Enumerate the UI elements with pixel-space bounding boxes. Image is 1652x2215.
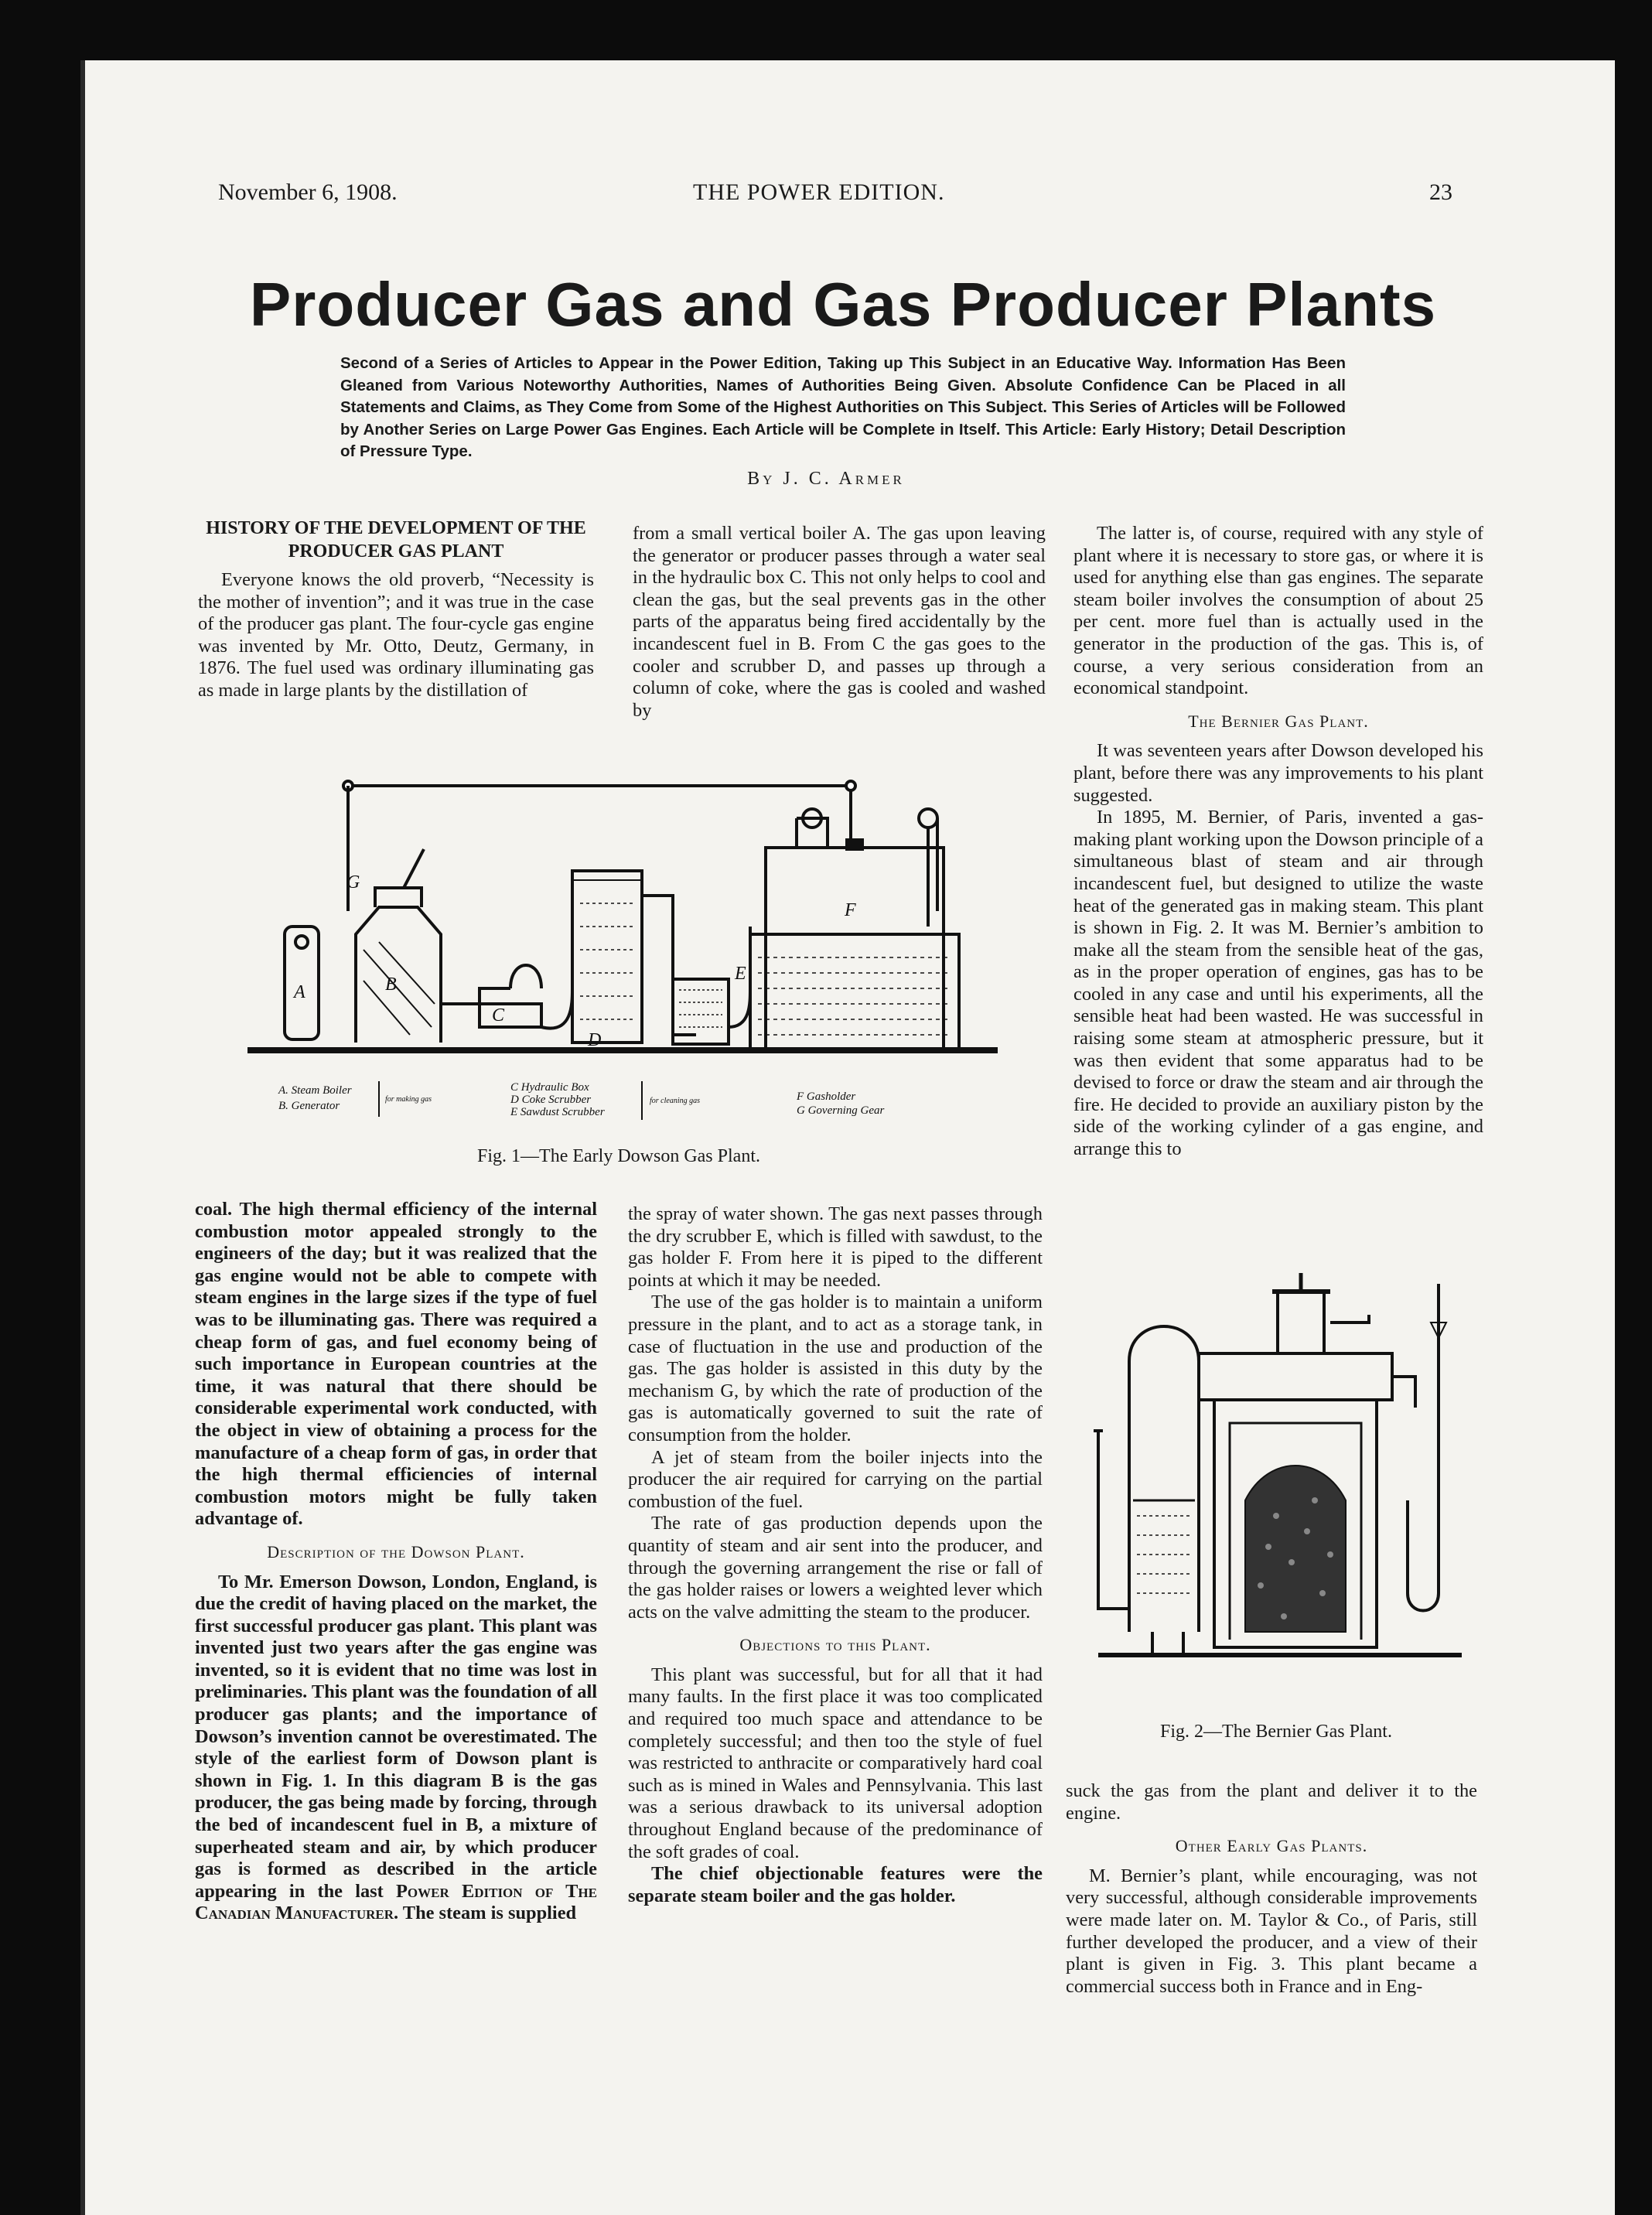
paragraph: This plant was successful, but for all that it had many faults. In the first place it was too complicated and required too much space and attendance to be completely successful; and then too the style of fuel was restricted to anthracite or comparatively hard coal such as is mined in Wales and Pennsylvania. This last was a serious drawback to its universal adoption throughout England because of the predominance of the soft grades of coal. <box>628 1664 1043 1862</box>
paragraph: the spray of water shown. The gas next passes through the dry scrubber E, which is filled with sawdust, to the gas holder F. From here it is piped to the different points at which it may be needed. <box>628 1203 1043 1291</box>
paragraph: A jet of steam from the boiler injects into the producer the air required for carrying on the partial combustion of the fuel. <box>628 1446 1043 1512</box>
fig1-label-e: E <box>735 964 746 984</box>
fig1-legend-b: B. Generator <box>278 1100 340 1112</box>
column-3-top <box>1073 523 1483 1161</box>
fig1-legend-f: F Gasholder <box>797 1090 856 1103</box>
header-page-number: 23 <box>1429 179 1452 205</box>
fig1-legend-ab-group: for making gas <box>385 1095 432 1104</box>
paragraph: The use of the gas holder is to maintain a uniform pressure in the plant, and to act as a storage tank, in case of fluctuation in the use and production of the gas. The gas holder is assisted in this duty by the mechanism G, by which the rate of production of the gas is automatically governed to suit the rate of consumption from the holder. <box>628 1292 1043 1445</box>
figure-1-dowson-plant <box>232 772 1005 1135</box>
section-heading-bernier: The Bernier Gas Plant. <box>1188 711 1369 731</box>
paragraph: coal. The high thermal efficiency of the internal combustion motor appealed strongly to the engineers of the day; but it was realized that the gas engine would not be able to compete with steam engines in the large sizes if the type of fuel was to be illuminating gas. There was required a cheap form of gas, and fuel economy being of such importance in European countries at the time, it was natural that there should be considerable experimental work conducted, with the object in view of obtaining a process for the manufacture of a cheap form of gas, in order that the high thermal efficiencies of internal combustion motors might be fully taken advantage of. <box>195 1199 597 1530</box>
column-2-bottom <box>628 1203 1043 1907</box>
fig1-label-g: G <box>346 872 360 892</box>
paragraph: Everyone knows the old proverb, “Necessity is the mother of invention”; and it was true in the case of the producer gas plant. The four-cycle gas engine was invented by Mr. Otto, Deutz, Germany, in 1876. The fuel used was ordinary illuminating gas as made in large plants by the distillation of <box>198 569 594 701</box>
fig1-legend-d: D Coke Scrubber <box>510 1094 592 1106</box>
article-byline: By J. C. Armer <box>747 469 905 489</box>
fig1-legend-cde-group: for cleaning gas <box>650 1097 700 1105</box>
paragraph: The rate of gas production depends upon the quantity of steam and air sent into the producer, and through the governing arrangement the rise or fall of the gas holder raises or lowers a weighted lever which acts on the valve admitting the steam to the producer. <box>628 1513 1043 1623</box>
publication-name: Power Edition of The Canadian Manufacturer. <box>195 1880 597 1924</box>
paragraph: It was seventeen years after Dowson developed his plant, before there was any improvements to his plant suggested. <box>1073 740 1483 806</box>
section-heading-other-plants: Other Early Gas Plants. <box>1175 1836 1368 1856</box>
column-3-bottom <box>1066 1780 1477 1998</box>
fig1-label-a: A <box>294 982 305 1002</box>
paragraph: from a small vertical boiler A. The gas upon leaving the generator or producer passes through a water seal in the hydraulic box C. This not only helps to cool and clean the gas, but the seal prevents gas in the other parts of the apparatus being fired accidentally by the incandescent fuel in B. From C the gas goes to the cooler and scrubber D, and passes up through a column of coke, where the gas is cooled and washed by <box>633 523 1046 721</box>
binding-edge <box>80 60 85 2215</box>
fig1-legend-e: E Sawdust Scrubber <box>510 1106 605 1118</box>
paragraph: suck the gas from the plant and deliver it to the engine. <box>1066 1780 1477 1824</box>
header-publication: THE POWER EDITION. <box>693 179 945 205</box>
section-heading-history: HISTORY OF THE DEVELOPMENT OF THE PRODUCER GAS PLANT <box>206 518 586 561</box>
fig1-legend-a: A. Steam Boiler <box>278 1084 352 1097</box>
fig1-label-b: B <box>385 974 397 995</box>
fig1-legend-g: G Governing Gear <box>797 1104 885 1117</box>
figure-1-caption: Fig. 1—The Early Dowson Gas Plant. <box>477 1146 760 1166</box>
fig1-legend-c: C Hydraulic Box <box>510 1081 589 1094</box>
article-title: Producer Gas and Gas Producer Plants <box>249 270 1437 339</box>
paragraph: The latter is, of course, required with any style of plant where it is necessary to store gas, or where it is used for anything else than gas engines. The separate steam boiler involves the consumption of about 25 per cent. more fuel than is actually used in the generator in the production of the gas. This is, of course, a very serious consideration from an economical standpoint. <box>1073 523 1483 699</box>
paragraph: M. Bernier’s plant, while encouraging, was not very successful, although considerable improvements were made later on. M. Taylor & Co., of Paris, still further developed the producer, and a view of their plant is given in Fig. 3. This plant became a commercial success both in France and in Eng- <box>1066 1865 1477 1997</box>
header-date: November 6, 1908. <box>218 179 398 205</box>
fig1-label-c: C <box>492 1005 505 1026</box>
column-1-bottom <box>195 1199 597 1925</box>
paragraph: The chief objectionable features were the separate steam boiler and the gas holder. <box>628 1863 1043 1906</box>
section-heading-objections: Objections to this Plant. <box>739 1635 931 1655</box>
section-heading-dowson: Description of the Dowson Plant. <box>267 1541 525 1561</box>
paragraph: In 1895, M. Bernier, of Paris, invented a gas-making plant working upon the Dowson principle of a simultaneous blast of steam and air through incandescent fuel, but designed to utilize the waste heat of the generated gas in making steam. This plant is shown in Fig. 2. It was M. Bernier’s ambition to make all the steam from the sensible heat of the gas, as in the proper operation of engines, gas has to be cooled in any case and until his experiments, all the sensible heat had been wasted. He was successful in raising some steam at atmospheric pressure, but it was then evident that some apparatus had to be devised to force or draw the steam and air through the fire. He decided to provide an auxiliary piston by the side of the working cylinder of a gas engine, and arrange this to <box>1073 807 1483 1160</box>
fig1-label-d: D <box>588 1030 602 1050</box>
column-1-top <box>198 517 594 702</box>
article-subtitle: Second of a Series of Articles to Appear in the Power Edition, Taking up This Subject in an Educative Way. Information Has Been Gleaned from Various Noteworthy Authorities, Names of Authorities Being Given. Absolute Confidence Can be Placed in all Statements and Claims, as They Come from Some of the Highest Authorities on This Subject. This Series of Articles will be Followed by Another Series on Large Power Gas Engines. Each Article will be Complete in Itself. This Article: Early History; Detail Description of Pressure Type. <box>340 354 1346 460</box>
paragraph: To Mr. Emerson Dowson, London, England, is due the credit of having placed on the market, the first successful producer gas plant. This plant was invented just two years after the gas engine was invented, so it is evident that no time was lost in preliminaries. This plant was the foundation of all producer gas plants; and the importance of Dowson’s invention cannot be overestimated. The style of the earliest form of Dowson plant is shown in Fig. 1. In this diagram B is the gas producer, the gas being made by forcing, through the bed of incandescent fuel in B, a mixture of superheated steam and air, by which producer gas is formed as described in the article appearing in the last Power Edition of The Canadian Manufacturer. The steam is supplied <box>195 1571 597 1924</box>
fig1-label-f: F <box>845 900 856 920</box>
figure-2-caption: Fig. 2—The Bernier Gas Plant. <box>1160 1722 1392 1742</box>
column-2-top <box>633 523 1046 722</box>
figure-2-bernier-plant <box>1083 1268 1469 1671</box>
